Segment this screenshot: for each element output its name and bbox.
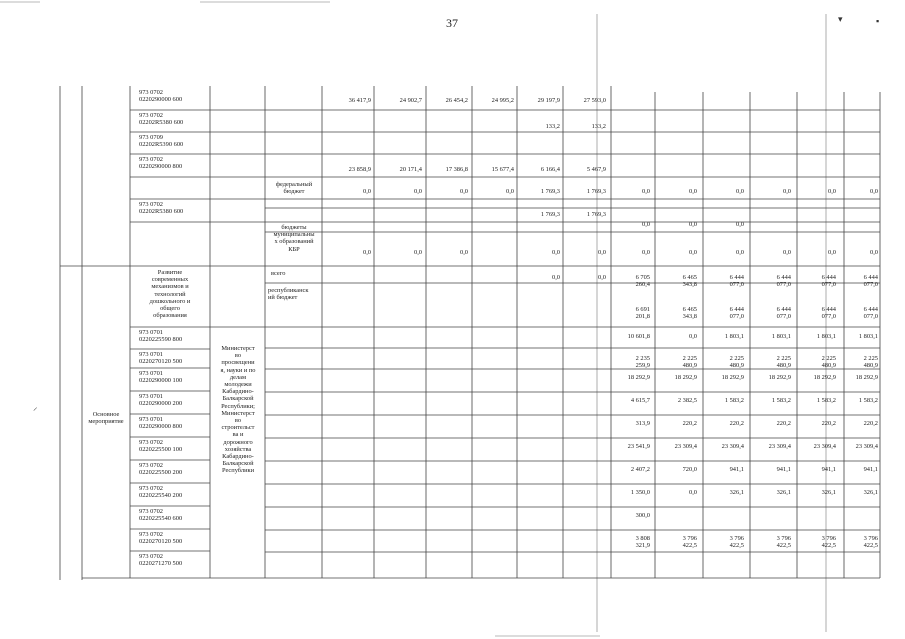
amount-cell: 6 166,4: [540, 166, 560, 173]
amount-cell: 220,2: [863, 420, 878, 427]
amount-cell: 2 225 480,9: [682, 355, 697, 370]
amount-cell: 23 309,4: [674, 443, 697, 450]
amount-cell: 0,0: [736, 249, 744, 256]
amount-cell: 0,0: [460, 188, 468, 195]
amount-cell: 133,2: [591, 123, 606, 130]
amount-cell: 220,2: [729, 420, 744, 427]
amount-cell: 6 444 077,0: [863, 306, 878, 321]
amount-cell: 1 803,1: [816, 333, 836, 340]
amount-cell: 3 796 422,5: [729, 535, 744, 550]
amount-cell: 0,0: [460, 249, 468, 256]
budget-code: 973 0702 0220225500 100: [139, 439, 183, 454]
amount-cell: 36 417,9: [348, 97, 371, 104]
amount-cell: 0,0: [783, 188, 791, 195]
amount-cell: 3 808 321,9: [635, 535, 650, 550]
amount-cell: 18 292,9: [627, 374, 650, 381]
amount-cell: 0,0: [642, 249, 650, 256]
amount-cell: 326,1: [863, 489, 878, 496]
amount-cell: 2 225 480,9: [821, 355, 836, 370]
amount-cell: 941,1: [821, 466, 836, 473]
scan-mark: ⸝: [33, 402, 38, 412]
amount-cell: 6 444 077,0: [821, 274, 836, 289]
amount-cell: 6 691 201,8: [635, 306, 650, 321]
budget-code: 973 0702 02202R5380 600: [139, 112, 184, 127]
event-type-label: Основное мероприятие: [88, 411, 124, 426]
funding-source-total: всего: [271, 270, 286, 277]
amount-cell: 0,0: [736, 188, 744, 195]
amount-cell: 0,0: [689, 489, 697, 496]
amount-cell: 1 803,1: [858, 333, 878, 340]
amount-cell: 0,0: [598, 274, 606, 281]
budget-code: 973 0702 0220225540 200: [139, 485, 183, 500]
amount-cell: 6 444 077,0: [729, 306, 744, 321]
amount-cell: 941,1: [863, 466, 878, 473]
budget-code: 973 0709 02202R5390 600: [139, 134, 184, 149]
amount-cell: 0,0: [414, 188, 422, 195]
amount-cell: 1 583,2: [816, 397, 836, 404]
amount-cell: 23 541,9: [627, 443, 650, 450]
amount-cell: 0,0: [828, 249, 836, 256]
amount-cell: 23 309,4: [768, 443, 791, 450]
amount-cell: 720,0: [682, 466, 697, 473]
amount-cell: 220,2: [776, 420, 791, 427]
amount-cell: 3 796 422,5: [863, 535, 878, 550]
funding-source: федеральный бюджет: [275, 181, 313, 196]
amount-cell: 1 803,1: [724, 333, 744, 340]
budget-code: 973 0702 0220271270 500: [139, 553, 183, 568]
amount-cell: 6 465 343,8: [682, 306, 697, 321]
amount-cell: 2 225 480,9: [863, 355, 878, 370]
budget-code: 973 0701 0220290000 200: [139, 393, 183, 408]
amount-cell: 23 309,4: [813, 443, 836, 450]
funding-source-republic: республиканск ий бюджет: [268, 287, 309, 302]
amount-cell: 2 235 259,9: [635, 355, 650, 370]
amount-cell: 20 171,4: [399, 166, 422, 173]
amount-cell: 24 995,2: [491, 97, 514, 104]
amount-cell: 3 796 422,5: [682, 535, 697, 550]
amount-cell: 17 386,8: [445, 166, 468, 173]
amount-cell: 0,0: [642, 188, 650, 195]
amount-cell: 6 444 077,0: [776, 306, 791, 321]
amount-cell: 0,0: [783, 249, 791, 256]
amount-cell: 300,0: [635, 512, 650, 519]
amount-cell: 0,0: [363, 249, 371, 256]
amount-cell: 2 225 480,9: [776, 355, 791, 370]
amount-cell: 1 769,3: [586, 211, 606, 218]
amount-cell: 0,0: [870, 188, 878, 195]
amount-cell: 6 465 343,8: [682, 274, 697, 289]
amount-cell: 18 292,9: [674, 374, 697, 381]
budget-code: 973 0701 0220225590 800: [139, 329, 183, 344]
budget-code: 973 0702 0220270120 500: [139, 531, 183, 546]
amount-cell: 18 292,9: [855, 374, 878, 381]
amount-cell: 18 292,9: [768, 374, 791, 381]
amount-cell: 1 350,0: [630, 489, 650, 496]
amount-cell: 18 292,9: [721, 374, 744, 381]
amount-cell: 0,0: [689, 249, 697, 256]
amount-cell: 313,9: [635, 420, 650, 427]
amount-cell: 3 796 422,5: [776, 535, 791, 550]
amount-cell: 0,0: [414, 249, 422, 256]
funding-source: бюджеты муниципальны х образований КБР: [273, 224, 315, 253]
amount-cell: 326,1: [729, 489, 744, 496]
amount-cell: 3 796 422,5: [821, 535, 836, 550]
budget-code: 973 0701 0220290000 800: [139, 416, 183, 431]
amount-cell: 29 197,9: [537, 97, 560, 104]
amount-cell: 1 769,3: [540, 211, 560, 218]
amount-cell: 27 593,0: [583, 97, 606, 104]
amount-cell: 133,2: [545, 123, 560, 130]
page-number: 37: [446, 16, 458, 30]
amount-cell: 15 677,4: [491, 166, 514, 173]
amount-cell: 1 583,2: [771, 397, 791, 404]
budget-code: 973 0701 0220290000 100: [139, 370, 183, 385]
amount-cell: 326,1: [821, 489, 836, 496]
event-name: Развитие современных механизмов и технологий дошкольного и общего образования: [149, 269, 191, 320]
amount-cell: 6 444 077,0: [863, 274, 878, 289]
budget-code: 973 0702 0220225500 200: [139, 462, 183, 477]
amount-cell: 6 444 077,0: [729, 274, 744, 289]
amount-cell: 0,0: [506, 188, 514, 195]
amount-cell: 5 467,9: [586, 166, 606, 173]
amount-cell: 26 454,2: [445, 97, 468, 104]
amount-cell: 1 583,2: [858, 397, 878, 404]
amount-cell: 0,0: [552, 249, 560, 256]
amount-cell: 23 309,4: [721, 443, 744, 450]
amount-cell: 1 769,3: [586, 188, 606, 195]
amount-cell: 220,2: [821, 420, 836, 427]
amount-cell: 1 803,1: [771, 333, 791, 340]
amount-cell: 326,1: [776, 489, 791, 496]
amount-cell: 2 225 480,9: [729, 355, 744, 370]
amount-cell: 18 292,9: [813, 374, 836, 381]
amount-cell: 0,0: [598, 249, 606, 256]
amount-cell: 6 444 077,0: [821, 306, 836, 321]
amount-cell: 23 309,4: [855, 443, 878, 450]
amount-cell: 0,0: [736, 221, 744, 228]
amount-cell: 941,1: [776, 466, 791, 473]
budget-code: 973 0701 0220270120 500: [139, 351, 183, 366]
amount-cell: 2 407,2: [630, 466, 650, 473]
executor-name: Министерст во просвещени я, науки и по делам молодежи Кабардино- Балкарской Республики; Министерст во строительст ва и дорожного хозяйства Кабардино- Балкарской Республики: [220, 345, 256, 475]
amount-cell: 0,0: [363, 188, 371, 195]
amount-cell: 4 615,7: [630, 397, 650, 404]
amount-cell: 1 583,2: [724, 397, 744, 404]
amount-cell: 941,1: [729, 466, 744, 473]
amount-cell: 0,0: [828, 188, 836, 195]
amount-cell: 0,0: [689, 188, 697, 195]
amount-cell: 0,0: [552, 274, 560, 281]
amount-cell: 23 858,9: [348, 166, 371, 173]
budget-code: 973 0702 0220225540 600: [139, 508, 183, 523]
amount-cell: 0,0: [689, 221, 697, 228]
amount-cell: 2 382,5: [677, 397, 697, 404]
budget-code: 973 0702 0220290000 600: [139, 89, 183, 104]
amount-cell: 0,0: [870, 249, 878, 256]
budget-code: 973 0702 02202R5380 600: [139, 201, 184, 216]
scan-mark: ▾: [838, 14, 843, 24]
budget-code: 973 0702 0220290000 800: [139, 156, 183, 171]
scan-mark: ▪: [876, 16, 880, 26]
amount-cell: 10 601,8: [627, 333, 650, 340]
amount-cell: 24 902,7: [399, 97, 422, 104]
amount-cell: 220,2: [682, 420, 697, 427]
amount-cell: 1 769,3: [540, 188, 560, 195]
amount-cell: 6 705 260,4: [635, 274, 650, 289]
amount-cell: 0,0: [642, 221, 650, 228]
amount-cell: 6 444 077,0: [776, 274, 791, 289]
amount-cell: 0,0: [689, 333, 697, 340]
